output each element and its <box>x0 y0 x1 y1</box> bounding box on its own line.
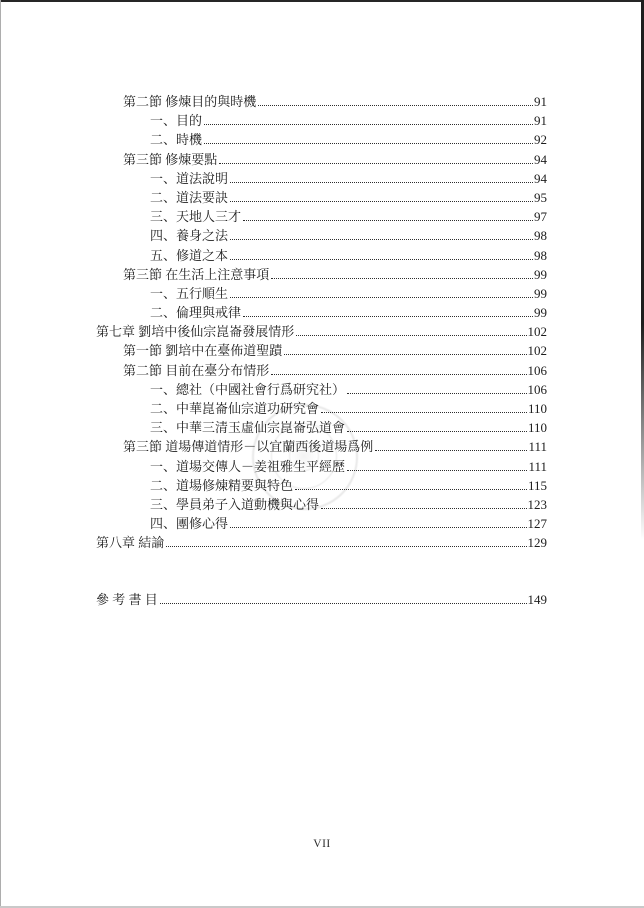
toc-entry <box>96 150 547 169</box>
toc-entry <box>96 130 547 149</box>
toc-entry-page-number: 99 <box>534 266 547 282</box>
toc-entry <box>96 92 547 111</box>
toc-entry <box>96 188 547 207</box>
toc-entry-page-number: 115 <box>527 477 547 493</box>
toc-entry <box>96 284 547 303</box>
toc-entry-title: 三、中華三清玉虛仙宗崑崙弘道會 <box>150 420 346 436</box>
dot-leader <box>230 171 533 183</box>
toc-entry <box>96 418 547 437</box>
dot-leader <box>347 420 527 432</box>
dot-leader <box>375 439 527 451</box>
dot-leader <box>219 152 533 164</box>
table-of-contents <box>96 92 547 609</box>
toc-entry-page-number: 91 <box>534 113 547 129</box>
dot-leader <box>284 343 526 355</box>
toc-entry-page-number: 129 <box>527 535 547 551</box>
toc-entry-title: 第八章 結論 <box>96 535 165 551</box>
toc-entry <box>96 341 547 360</box>
dot-leader <box>296 324 526 336</box>
toc-entry-title: 四、團修心得 <box>150 516 229 532</box>
toc-entry-title: 一、目的 <box>150 113 203 129</box>
toc-entry-title: 二、中華崑崙仙宗道功研究會 <box>150 401 320 416</box>
toc-entry-title: 第二節 目前在臺分布情形 <box>123 362 270 378</box>
toc-entry-page-number: 97 <box>534 209 547 225</box>
toc-entry <box>96 399 547 418</box>
toc-entry-title: 一、五行順生 <box>150 285 229 301</box>
dot-leader <box>321 497 526 509</box>
toc-entry-page-number: 106 <box>527 362 547 378</box>
toc-entry <box>96 380 547 399</box>
toc-entry-page-number: 110 <box>527 420 547 436</box>
toc-entry-page-number: 99 <box>534 305 547 321</box>
toc-entry-page-number: 111 <box>528 439 547 455</box>
dot-leader <box>271 267 533 279</box>
dot-leader <box>271 363 526 375</box>
dot-leader <box>166 535 526 547</box>
toc-entry-page-number: 110 <box>527 401 547 416</box>
toc-entry-page-number: 102 <box>527 343 547 359</box>
toc-entry-page-number: 111 <box>528 458 547 474</box>
toc-entry-page-number: 102 <box>527 324 547 340</box>
toc-entry <box>96 495 547 514</box>
toc-entry <box>96 457 547 476</box>
toc-entry <box>96 111 547 130</box>
toc-entry-page-number: 123 <box>527 496 547 512</box>
dot-leader <box>347 382 526 394</box>
toc-entry-title: 一、總社（中國社會行爲研究社） <box>150 381 346 397</box>
toc-entry <box>96 437 547 456</box>
toc-entry <box>96 322 547 341</box>
page-number-footer <box>0 838 644 850</box>
toc-entry <box>96 590 547 609</box>
toc-entry-page-number: 149 <box>527 591 547 607</box>
dot-leader <box>230 286 533 298</box>
toc-entry-page-number: 127 <box>527 516 547 532</box>
scan-edge-top <box>0 0 644 2</box>
toc-entry-title: 一、道場交傳人－姜祖雅生平經歷 <box>150 458 346 474</box>
toc-entry-page-number: 95 <box>534 189 547 205</box>
dot-leader <box>243 209 533 221</box>
dot-leader <box>321 401 527 413</box>
toc-entry-page-number: 94 <box>534 151 547 167</box>
scan-edge-left <box>0 0 1 908</box>
dot-leader <box>347 459 527 471</box>
toc-entry <box>96 361 547 380</box>
toc-entry-page-number: 106 <box>527 381 547 397</box>
toc-entry <box>96 246 547 265</box>
toc-entry-page-number: 98 <box>534 247 547 263</box>
toc-entry <box>96 226 547 245</box>
toc-entry-title: 第二節 修煉目的與時機 <box>123 94 257 109</box>
toc-entry <box>96 169 547 188</box>
dot-leader <box>204 132 533 144</box>
toc-entry-title: 三、天地人三才 <box>150 209 242 225</box>
dot-leader <box>258 94 533 106</box>
dot-leader <box>204 113 533 125</box>
toc-entry-title: 第三節 道場傳道情形－以宜蘭西後道場爲例 <box>123 439 374 455</box>
dot-leader <box>230 516 526 528</box>
toc-entry-title: 五、修道之本 <box>150 247 229 263</box>
dot-leader <box>230 228 533 240</box>
toc-entry-page-number: 91 <box>534 94 547 109</box>
toc-entry-title: 第一節 劉培中在臺佈道聖蹟 <box>123 343 283 359</box>
toc-entry-title: 第三節 修煉要點 <box>123 151 218 167</box>
toc-entry <box>96 514 547 533</box>
toc-entry-title: 參 考 書 目 <box>96 591 158 607</box>
dot-leader <box>160 592 527 604</box>
toc-entry-page-number: 92 <box>534 132 547 148</box>
toc-entry-title: 三、學員弟子入道動機與心得 <box>150 496 320 512</box>
toc-entry-title: 二、道法要訣 <box>150 189 229 205</box>
toc-entry-page-number: 98 <box>534 228 547 244</box>
toc-entry-title: 四、養身之法 <box>150 228 229 244</box>
toc-entry-title: 第七章 劉培中後仙宗崑崙發展情形 <box>96 324 295 340</box>
toc-entry-title: 第三節 在生活上注意事項 <box>123 266 270 282</box>
dot-leader <box>243 305 533 317</box>
dot-leader <box>230 248 533 260</box>
toc-entry <box>96 303 547 322</box>
toc-entry-title: 二、時機 <box>150 132 203 148</box>
toc-entry-title: 一、道法說明 <box>150 170 229 186</box>
toc-entry-title: 二、倫理與戒律 <box>150 305 242 321</box>
toc-entry <box>96 533 547 552</box>
dot-leader <box>230 190 533 202</box>
dot-leader <box>295 478 527 490</box>
toc-entry-page-number: 94 <box>534 170 547 186</box>
toc-entry <box>96 265 547 284</box>
toc-entry <box>96 207 547 226</box>
page-number: VII <box>313 838 331 850</box>
toc-entry-title: 二、道場修煉精要與特色 <box>150 477 294 493</box>
toc-entry <box>96 476 547 495</box>
toc-entry-page-number: 99 <box>534 285 547 301</box>
